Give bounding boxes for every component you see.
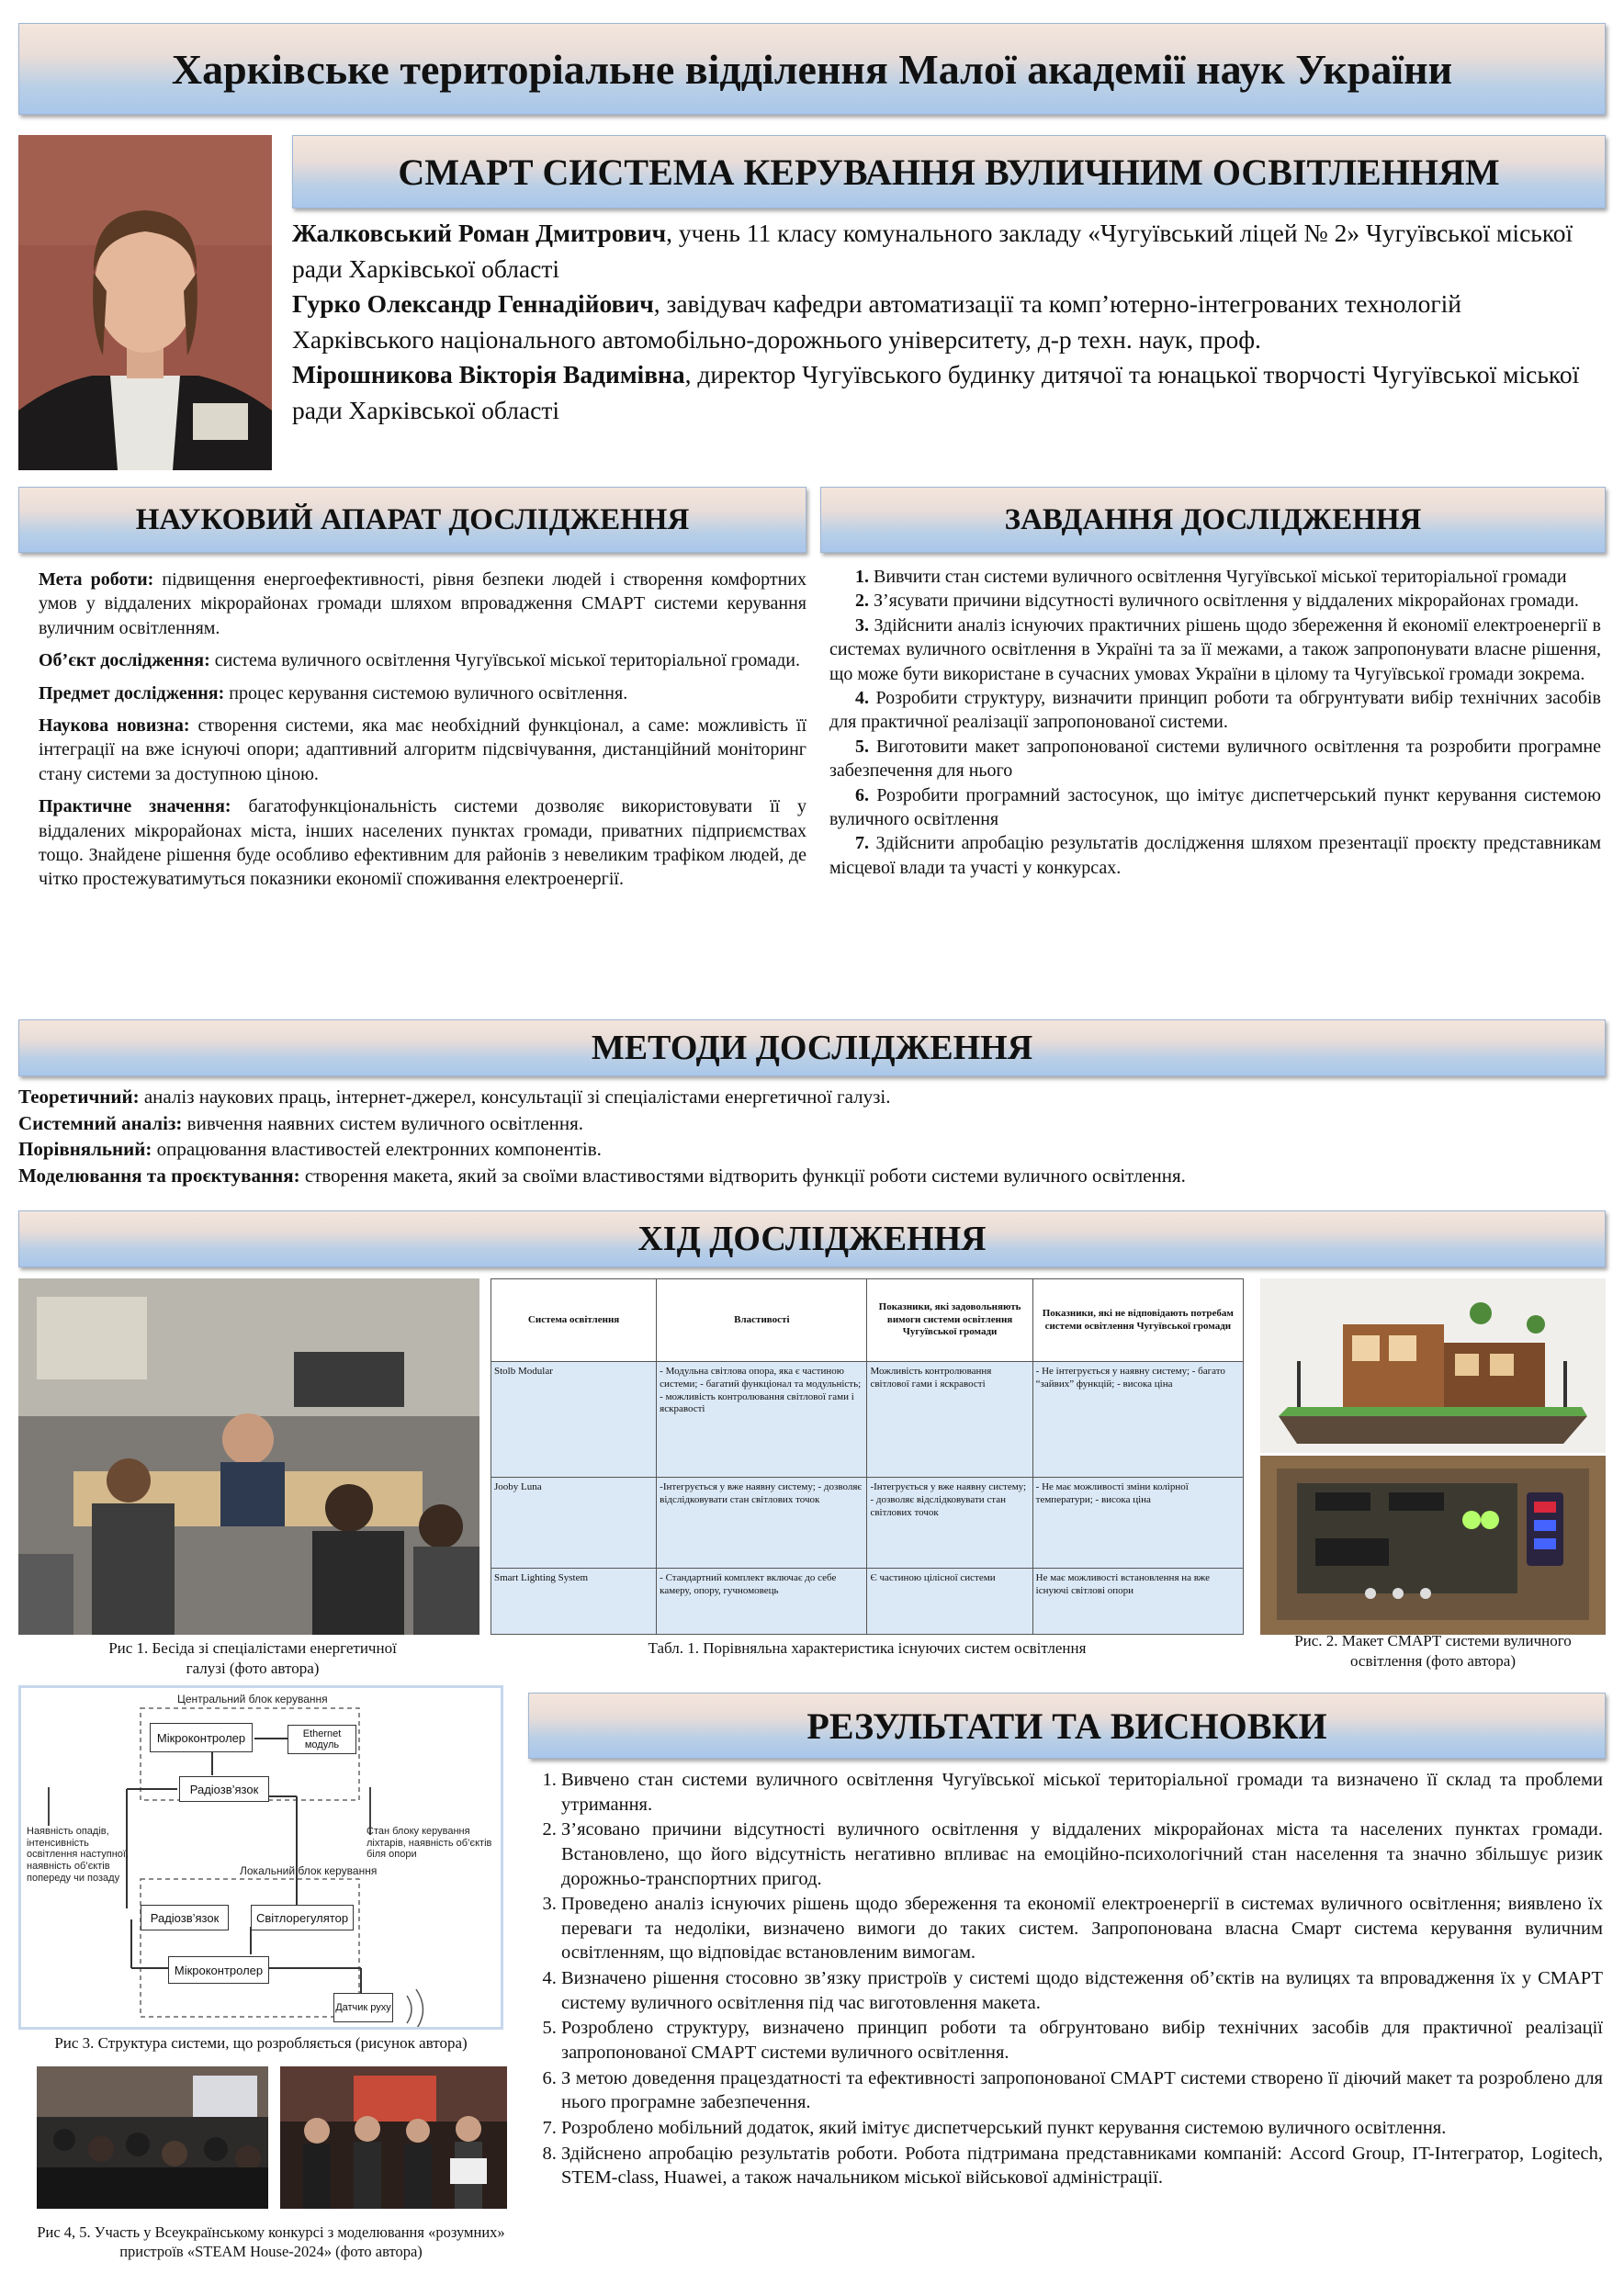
- table-header: Показники, які задовольняють вимоги системи освітлення Чугуївської громади: [867, 1279, 1032, 1362]
- table-cell: -Інтегрується у вже наявну систему; - дозволяє відслідковувати стан світлових точок: [867, 1478, 1032, 1569]
- method-item: [18, 1110, 1606, 1137]
- methods-title: МЕТОДИ ДОСЛІДЖЕННЯ: [591, 1029, 1033, 1067]
- method-label: Порівняльний:: [18, 1138, 152, 1161]
- fig1-photo: [18, 1278, 479, 1635]
- mcu1-box: Мікроконтролер: [150, 1723, 253, 1752]
- table-row: [491, 1569, 1244, 1635]
- method-text: аналіз наукових праць, інтернет-джерел, консультації зі спеціалістами енергетичної галузі.: [139, 1086, 891, 1108]
- method-label: Теоретичний:: [18, 1086, 140, 1108]
- task-text: Розробити програмний застосунок, що імітує диспетчерський пункт керування системою вуличного освітлення: [829, 784, 1601, 829]
- item-text: процес керування системою вуличного освітлення.: [224, 682, 628, 703]
- radio2-box: Радіозв’язок: [141, 1905, 229, 1930]
- methods-body: [18, 1084, 1606, 1188]
- item-label: Предмет дослідження:: [39, 682, 225, 703]
- author-photo: [18, 135, 272, 470]
- task-number: 3.: [855, 614, 869, 636]
- comparison-table: [491, 1278, 1244, 1635]
- results-title: РЕЗУЛЬТАТИ ТА ВИСНОВКИ: [806, 1705, 1327, 1747]
- table-cell: - Не інтегрується у наявну систему; - багато “зайвих” функцій; - висока ціна: [1032, 1362, 1243, 1478]
- fig2-model-photo: [1260, 1278, 1606, 1453]
- right-note: Стан блоку керування ліхтарів, наявність об’єктів біля опори: [367, 1826, 492, 1861]
- radio1-box: Радіозв’язок: [179, 1776, 269, 1802]
- fig2-caption: Рис. 2. Макет СМАРТ системи вуличного освітлення (фото автора): [1294, 1632, 1572, 1671]
- results-banner: [528, 1693, 1606, 1759]
- table-cell: Stolb Modular: [491, 1362, 657, 1478]
- apparatus-body: [39, 568, 806, 900]
- author-name: Жалковський Роман Дмитрович: [292, 219, 667, 247]
- mcu2-box: Мікроконтролер: [168, 1956, 269, 1984]
- task-number: 2.: [855, 591, 869, 612]
- table-cell: - Не має можливості зміни колірної температури; - висока ціна: [1032, 1478, 1243, 1569]
- task-item: [829, 589, 1601, 613]
- author-desc: , учень 11 класу комунального закладу «Чугуївський ліцей № 2» Чугуївської міської ради Харківської області: [292, 219, 1573, 283]
- author-3: [292, 357, 1592, 428]
- fig3-caption: Рис 3. Структура системи, що розробляється (рисунок автора): [54, 2034, 468, 2052]
- result-item: 2. З’ясовано причини відсутності вуличного освітлення у віддалених мікрорайонах міста та населених пунктах громади. Встановлено, що його відсутність негативно впливає на емоційно-психологічний стан населення та значно збільшує ризик дорожньо-транспортних пригод.: [561, 1818, 1603, 1891]
- tasks-banner: [820, 487, 1606, 553]
- result-item: 1. Вивчено стан системи вуличного освітлення Чугуївської міської територіальної громади та визначено її склад та проблеми утримання.: [561, 1768, 1603, 1817]
- apparatus-title: НАУКОВИЙ АПАРАТ ДОСЛІДЖЕННЯ: [135, 502, 690, 536]
- local-block-label: Локальний блок керування: [240, 1864, 378, 1877]
- comparison-table-wrap: [491, 1278, 1244, 1635]
- result-item: 8. Здійснено апробацію результатів роботи. Робота підтримана представниками компаній: Accord Group, IT-Інтегратор, Logitech, STEM-class, Huawei, а також начальником міської військової адміністрації.: [561, 2142, 1603, 2190]
- task-number: 5.: [855, 736, 869, 757]
- item-text: створення системи, яка має необхідний функціонал, а саме: можливість її інтеграції на вже існуючі опори; адаптивний алгоритм підсвічування, дистанційний моніторинг стану системи за доступною ціною.: [39, 715, 806, 784]
- method-item: [18, 1163, 1606, 1189]
- fig4-photo: [37, 2066, 268, 2209]
- table-cell: Jooby Luna: [491, 1478, 657, 1569]
- fig2-board-photo: [1260, 1456, 1606, 1635]
- task-item: [829, 686, 1601, 735]
- ethernet-box: Ethernet модуль: [288, 1725, 356, 1754]
- results-body: [528, 1768, 1603, 2191]
- meeting-photo-image: [18, 1278, 479, 1635]
- apparatus-item: [39, 568, 806, 640]
- fig5-photo: [280, 2066, 507, 2209]
- result-item: 4. Визначено рішення стосовно зв’язку пристроїв у системі щодо відстеження об’єктів на вулицях та впровадження їх у СМАРТ систему вуличного освітлення під час виготовлення макета.: [561, 1966, 1603, 2015]
- team-photo-image: [280, 2066, 507, 2209]
- table-header: Показники, які не відповідають потребам системи освітлення Чугуївської громади: [1032, 1279, 1243, 1362]
- task-text: Здійснити апробацію результатів дослідження шляхом презентації проєкту представникам місцевої влади та участі у конкурсах.: [829, 833, 1601, 878]
- table-cell: Є частиною цілісної системи: [867, 1569, 1032, 1635]
- structure-diagram: [18, 1685, 503, 2030]
- table-header: Властивості: [657, 1279, 867, 1362]
- progress-banner: [18, 1210, 1606, 1267]
- result-item: 3. Проведено аналіз існуючих рішень щодо збереження та економії електроенергії в системах вуличного освітлення; виявлено їх переваги та недоліки, визначено вимоги до таких систем. Запропонована власна Смарт система керування вуличним освітленням, що відповідає встановленим вимогам.: [561, 1892, 1603, 1965]
- method-text: вивчення наявних систем вуличного освітлення.: [182, 1111, 584, 1134]
- table-row: [491, 1362, 1244, 1478]
- task-text: З’ясувати причини відсутності вуличного освітлення у віддалених мікрорайонах громади.: [869, 591, 1579, 612]
- item-label: Практичне значення:: [39, 796, 231, 817]
- task-item: [829, 831, 1601, 880]
- author-photo-image: [18, 135, 272, 470]
- author-name: Гурко Олександр Геннадійович: [292, 289, 654, 318]
- apparatus-item: [39, 794, 806, 892]
- author-1: [292, 216, 1592, 287]
- apparatus-item: [39, 648, 806, 672]
- table-header: Система освітлення: [491, 1279, 657, 1362]
- conference-photo-image: [37, 2066, 268, 2209]
- item-label: Наукова новизна:: [39, 715, 190, 736]
- central-block-label: Центральний блок керування: [177, 1693, 328, 1705]
- table-header-row: [491, 1279, 1244, 1362]
- header-banner: [18, 23, 1606, 115]
- task-number: 4.: [855, 687, 869, 708]
- result-item: 7. Розроблено мобільний додаток, який імітує диспетчерський пункт керування системою вуличного освітлення.: [561, 2116, 1603, 2141]
- item-label: Об’єкт дослідження:: [39, 650, 210, 671]
- table-row: [491, 1478, 1244, 1569]
- dimmer-box: Світлорегулятор: [251, 1905, 354, 1930]
- board-photo-image: [1260, 1456, 1606, 1635]
- method-text: опрацювання властивостей електронних компонентів.: [152, 1138, 602, 1161]
- table-cell: - Модульна світлова опора, яка є частиною системи; - багатий функціонал та модульність; - можливість контролювання світлової гами і яскравості: [657, 1362, 867, 1478]
- task-item: [829, 783, 1601, 832]
- project-title: СМАРТ СИСТЕМА КЕРУВАННЯ ВУЛИЧНИМ ОСВІТЛЕННЯМ: [398, 151, 1500, 193]
- method-label: Моделювання та проєктування:: [18, 1164, 300, 1187]
- header-title: Харківське територіальне відділення Малої академії наук України: [171, 45, 1453, 93]
- item-label: Мета роботи:: [39, 569, 154, 590]
- left-note: Наявність опадів, інтенсивність освітлення наступної, наявність об’єктів попереду чи позаду: [27, 1826, 130, 1884]
- method-item: [18, 1136, 1606, 1163]
- apparatus-banner: [18, 487, 806, 553]
- author-desc: , завідувач кафедри автоматизації та комп’ютерно-інтегрованих технологій Харківського національного автомобільно-дорожнього університету, д-р техн. наук, проф.: [292, 289, 1462, 354]
- author-name: Мірошникова Вікторія Вадимівна: [292, 360, 685, 388]
- table-caption: Табл. 1. Порівняльна характеристика існуючих систем освітлення: [648, 1639, 1087, 1657]
- sensor-box: Датчик руху: [333, 1993, 393, 2022]
- task-item: [829, 613, 1601, 686]
- task-item: [829, 565, 1601, 589]
- apparatus-item: [39, 714, 806, 786]
- task-number: 1.: [855, 567, 869, 587]
- author-2: [292, 287, 1592, 357]
- task-text: Вивчити стан системи вуличного освітлення Чугуївської міської територіальної громади: [869, 567, 1567, 587]
- task-text: Виготовити макет запропонованої системи вуличного освітлення та розробити програмне забезпечення для нього: [829, 736, 1601, 782]
- project-title-banner: [292, 135, 1606, 208]
- methods-banner: [18, 1019, 1606, 1076]
- task-text: Здійснити аналіз існуючих практичних рішень щодо збереження й економії електроенергії в системах вуличного освітлення в Україні та за її межами, а також запропонувати власне рішення, що може бути використане в сучасних умовах України в цілому та Чугуївської громади зокрема.: [829, 614, 1601, 684]
- result-item: 6. З метою доведення працездатності та ефективності запропонованої СМАРТ системи створено її діючий макет та розроблено для нього програмне забезпечення.: [561, 2066, 1603, 2115]
- task-number: 7.: [855, 833, 869, 854]
- tasks-body: [829, 565, 1601, 880]
- authors-block: [292, 216, 1592, 428]
- progress-title: ХІД ДОСЛІДЖЕННЯ: [637, 1220, 987, 1258]
- item-text: багатофункціональність системи дозволяє використовувати її у віддалених мікрорайонах міста, інших населених пунктах громади, приватних підприємствах тощо. Знайдене рішення буде особливо ефективним для районів з невеликим трафіком людей, де чітко простежуватимуться показники економії споживання електроенергії.: [39, 796, 806, 890]
- item-text: система вуличного освітлення Чугуївської міської територіальної громади.: [209, 650, 801, 671]
- tasks-title: ЗАВДАННЯ ДОСЛІДЖЕННЯ: [1004, 502, 1422, 536]
- model-photo-image: [1260, 1278, 1606, 1453]
- table-cell: Не має можливості встановлення на вже існуючі світлові опори: [1032, 1569, 1243, 1635]
- task-number: 6.: [855, 784, 869, 805]
- task-item: [829, 735, 1601, 783]
- task-text: Розробити структуру, визначити принцип роботи та обгрунтувати вибір технічних засобів для практичної реалізації запропонованої системи.: [829, 687, 1601, 733]
- fig45-caption: Рис 4, 5. Участь у Всеукраїнському конкурсі з моделювання «розумних» пристроїв «STEAM House-2024» (фото автора): [37, 2223, 505, 2261]
- item-text: підвищення енергоефективності, рівня безпеки людей і створення комфортних умов у віддалених мікрорайонах громади шляхом впровадження СМАРТ системи керування вуличним освітленням.: [39, 569, 806, 638]
- table-cell: -Інтегрується у вже наявну систему; - дозволяє відслідковувати стан світлових точок: [657, 1478, 867, 1569]
- method-label: Системний аналіз:: [18, 1111, 183, 1134]
- table-cell: Можливість контролювання світлової гами і яскравості: [867, 1362, 1032, 1478]
- method-item: [18, 1084, 1606, 1110]
- table-cell: Smart Lighting System: [491, 1569, 657, 1635]
- author-desc: , директор Чугуївського будинку дитячої та юнацької творчості Чугуївської міської ради Харківської області: [292, 360, 1580, 424]
- fig1-caption: Рис 1. Бесіда зі спеціалістами енергетичної галузі (фото автора): [108, 1639, 397, 1678]
- method-text: створення макета, який за своїми властивостями відтворить функції роботи системи вуличного освітлення.: [299, 1164, 1186, 1187]
- result-item: 5. Розроблено структуру, визначено принцип роботи та обгрунтовано вибір технічних засобів для практичної реалізації запропонованої СМАРТ системи вуличного освітлення.: [561, 2016, 1603, 2065]
- table-cell: - Стандартний комплект включає до себе камеру, опору, гучномовець: [657, 1569, 867, 1635]
- apparatus-item: [39, 681, 806, 705]
